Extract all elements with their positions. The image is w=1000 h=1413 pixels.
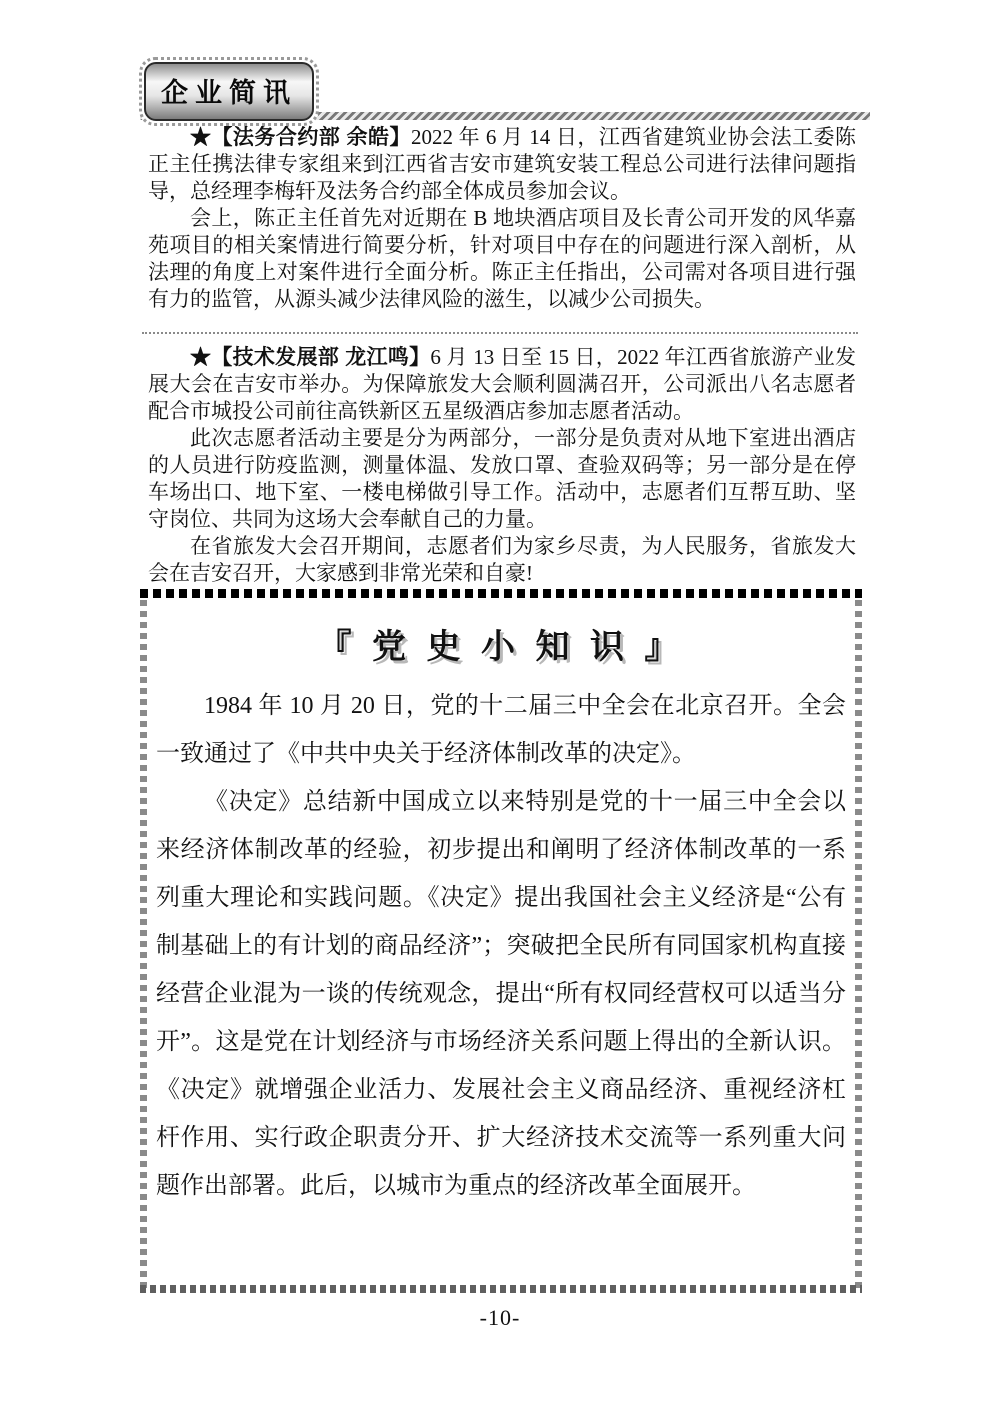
header-badge: 企业简讯 — [144, 62, 314, 121]
article-divider — [142, 332, 858, 334]
knowledge-box-paragraph: 1984 年 10 月 20 日，党的十二届三中全会在北京召开。全会一致通过了《中共中央关于经济体制改革的决定》。 — [156, 693, 846, 767]
knowledge-box — [140, 589, 862, 1293]
article-paragraph — [148, 344, 856, 425]
article-lead: ★【法务合约部 余皓】 — [190, 126, 411, 149]
knowledge-box-title: 『 党 史 小 知 识 』 — [317, 629, 685, 666]
article-paragraph — [148, 124, 856, 205]
page-number: -10- — [479, 1305, 521, 1330]
article-lead-text: 2022 年 6 月 14 日，江西省建筑业协会法工委陈正主任携法律专家组来到江西省吉安市建筑安装工程总公司进行法律问题指导，总经理李梅轩及法务合约部全体成员参加会议。 — [148, 125, 856, 203]
article-tech-dept — [148, 344, 856, 587]
article-paragraph: 此次志愿者活动主要是分为两部分，一部分是负责对从地下室进出酒店的人员进行防疫监测，测量体温、发放口罩、查验双码等；另一部分是在停车场出口、地下室、一楼电梯做引导工作。活动中，志愿者们互帮互助、坚守岗位、共同为这场大会奉献自己的力量。 — [148, 426, 856, 531]
header-badge-frame — [139, 57, 319, 126]
article-paragraph: 会上，陈正主任首先对近期在 B 地块酒店项目及长青公司开发的风华嘉苑项目的相关案情进行简要分析，针对项目中存在的问题进行深入剖析，从法理的角度上对案件进行全面分析。陈正主任指出，公司需对各项目进行强有力的监管，从源头减少法律风险的滋生，以减少公司损失。 — [148, 206, 856, 311]
article-lead: ★【技术发展部 龙江鸣】 — [190, 346, 431, 369]
article-legal-dept — [148, 124, 856, 313]
article-lead-text: 6 月 13 日至 15 日，2022 年江西省旅游产业发展大会在吉安市举办。为保障旅发大会顺利圆满召开，公司派出八名志愿者配合市城投公司前往高铁新区五星级酒店参加志愿者活动。 — [148, 345, 857, 423]
article-paragraph: 在省旅发大会召开期间，志愿者们为家乡尽责，为人民服务，省旅发大会在吉安召开，大家感到非常光荣和自豪! — [148, 534, 856, 585]
knowledge-box-paragraph: 《决定》总结新中国成立以来特别是党的十一届三中全会以来经济体制改革的经验，初步提出和阐明了经济体制改革的一系列重大理论和实践问题。《决定》提出我国社会主义经济是“公有制基础上的有计划的商品经济”；突破把全民所有同国家机构直接经营企业混为一谈的传统观念，提出“所有权同经营权可以适当分开”。这是党在计划经济与市场经济关系问题上得出的全新认识。《决定》就增强企业活力、发展社会主义商品经济、重视经济杠杆作用、实行政企职责分开、扩大经济技术交流等一系列重大问题作出部署。此后，以城市为重点的经济改革全面展开。 — [156, 789, 846, 1199]
